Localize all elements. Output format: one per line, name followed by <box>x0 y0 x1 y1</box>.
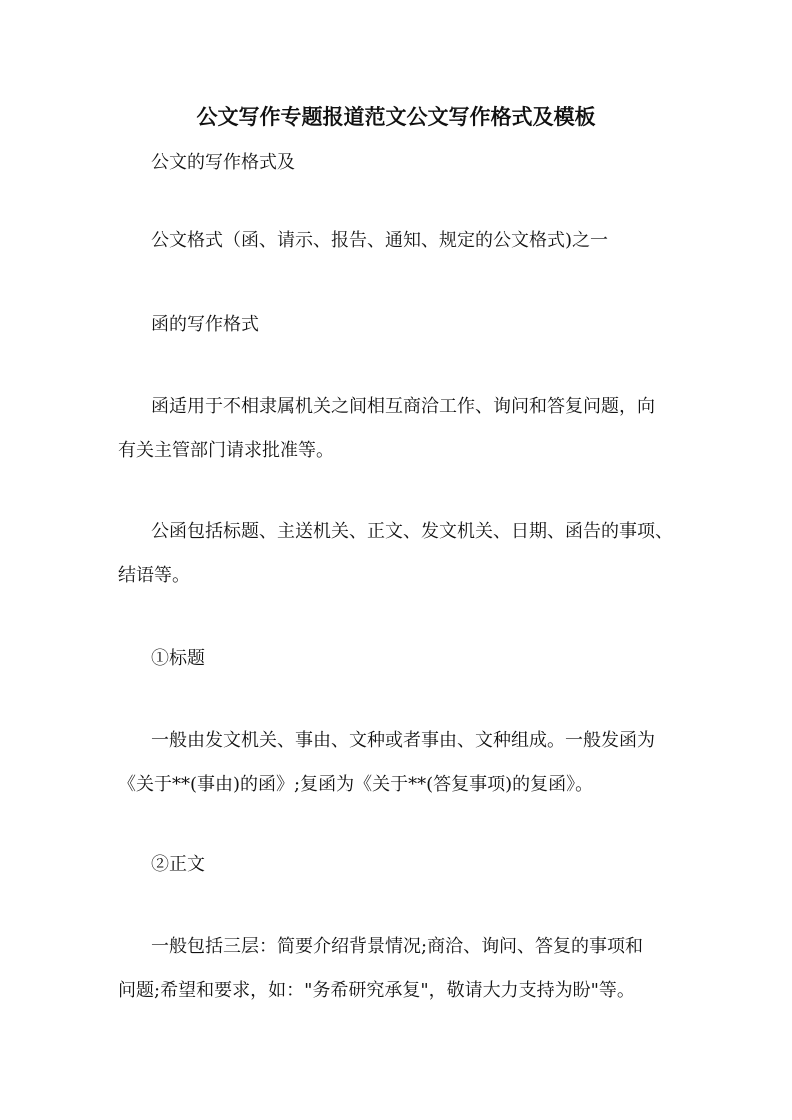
document-title: 公文写作专题报道范文公文写作格式及模板 <box>196 104 596 129</box>
paragraph-7-line-1: 一般由发文机关、事由、文种或者事由、文种组成。一般发函为 <box>151 730 655 751</box>
paragraph-9 <box>118 925 698 1013</box>
paragraph-4 <box>118 385 698 473</box>
paragraph-4-line-1: 函适用于不相隶属机关之间相互商洽工作、询问和答复问题，向 <box>151 396 655 417</box>
paragraph-6: ①标题 <box>151 648 205 669</box>
paragraph-2: 公文格式（函、请示、报告、通知、规定的公文格式)之一 <box>151 230 609 251</box>
paragraph-9-line-1: 一般包括三层：简要介绍背景情况;商洽、询问、答复的事项和 <box>151 936 644 957</box>
paragraph-7-line-2: 《关于**(事由)的函》;复函为《关于**(答复事项)的复函》。 <box>118 774 594 795</box>
paragraph-5-line-1: 公函包括标题、主送机关、正文、发文机关、日期、函告的事项、 <box>151 521 673 542</box>
paragraph-7 <box>118 719 698 807</box>
paragraph-3: 函的写作格式 <box>151 314 259 335</box>
paragraph-8: ②正文 <box>151 854 205 875</box>
paragraph-1: 公文的写作格式及 <box>151 152 295 173</box>
paragraph-5-line-2: 结语等。 <box>118 565 190 586</box>
paragraph-4-line-2: 有关主管部门请求批准等。 <box>118 440 334 461</box>
paragraph-9-line-2: 问题;希望和要求，如："务希研究承复"，敬请大力支持为盼"等。 <box>118 980 635 1001</box>
paragraph-5 <box>118 510 698 598</box>
